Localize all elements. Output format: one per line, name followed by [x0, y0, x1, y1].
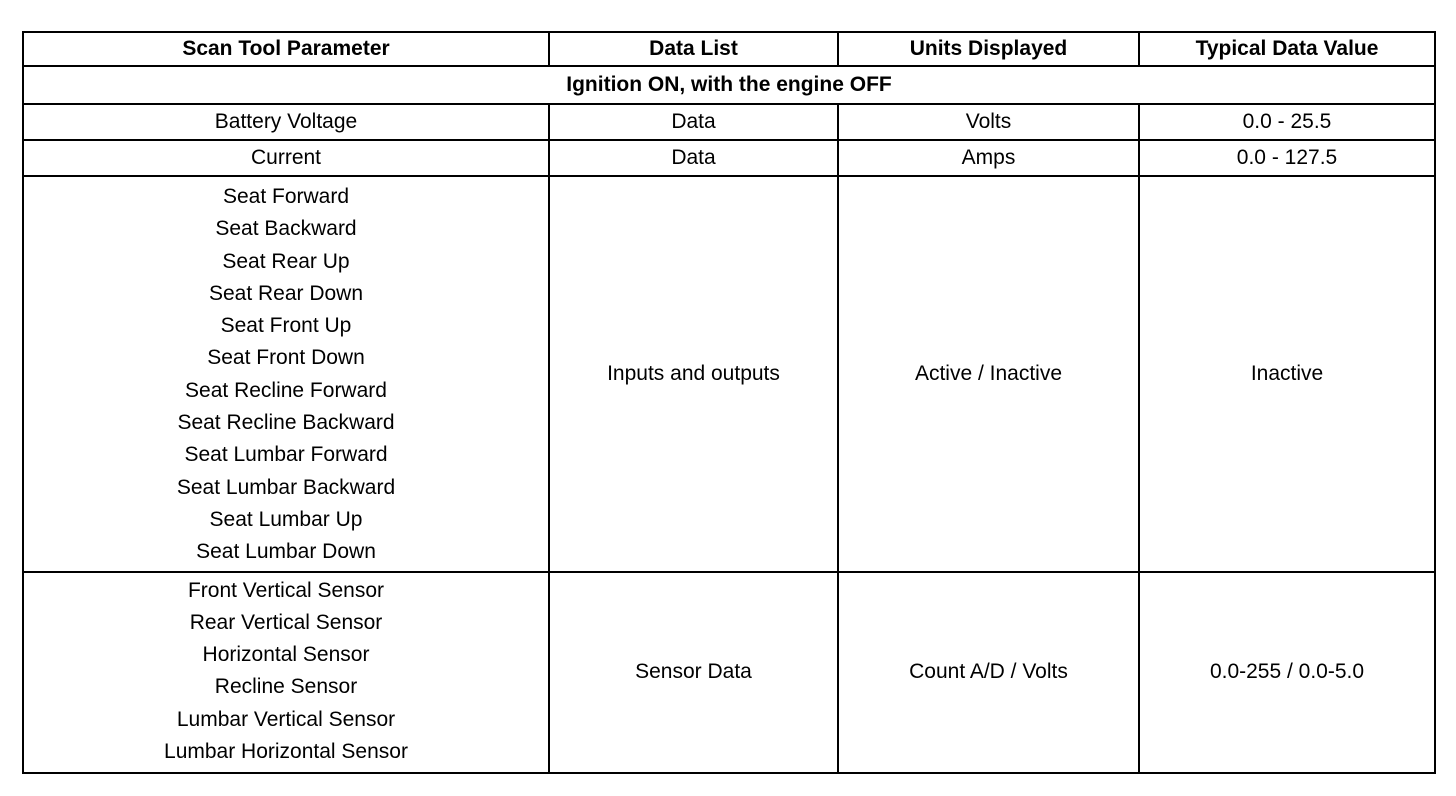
table-row	[23, 140, 1435, 176]
units-cell: Amps	[838, 140, 1139, 176]
typical-value-cell: 0.0 - 25.5	[1139, 104, 1435, 140]
units-cell: Volts	[838, 104, 1139, 140]
parameter-item: Lumbar Vertical Sensor	[176, 707, 396, 731]
data-list-cell: Data	[549, 140, 838, 176]
table-header-row	[23, 32, 1435, 66]
data-list-cell: Sensor Data	[549, 572, 838, 774]
header-data-list: Data List	[549, 32, 838, 66]
parameter-item: Horizontal Sensor	[202, 643, 370, 667]
header-typical-data-value: Typical Data Value	[1139, 32, 1435, 66]
parameter-item: Seat Lumbar Down	[196, 540, 376, 564]
sensor-parameter-list	[24, 573, 548, 773]
parameter-item: Lumbar Horizontal Sensor	[164, 740, 408, 764]
parameter-item: Recline Sensor	[214, 675, 358, 699]
parameter-item: Seat Forward	[222, 185, 350, 208]
typical-value-cell: Inactive	[1139, 176, 1435, 572]
parameter-item: Seat Recline Backward	[177, 411, 395, 435]
data-list-cell: Data	[549, 104, 838, 140]
io-parameter-list	[24, 177, 548, 571]
section-row	[23, 66, 1435, 104]
table-row	[23, 104, 1435, 140]
io-group-row	[23, 176, 1435, 572]
sensor-group-row	[23, 572, 1435, 774]
parameter-item: Seat Backward	[215, 217, 357, 241]
typical-value-cell: 0.0-255 / 0.0-5.0	[1139, 572, 1435, 774]
parameter-item: Seat Lumbar Forward	[184, 443, 388, 467]
parameter-item: Seat Front Down	[207, 346, 365, 370]
parameter-cell: Current	[23, 140, 549, 176]
section-title: Ignition ON, with the engine OFF	[23, 66, 1435, 104]
parameter-item: Seat Recline Forward	[185, 378, 387, 402]
sensor-parameter-list-cell	[23, 572, 549, 774]
header-scan-tool-parameter: Scan Tool Parameter	[23, 32, 549, 66]
units-cell: Active / Inactive	[838, 176, 1139, 572]
parameter-item: Seat Rear Up	[222, 249, 350, 273]
typical-value-cell: 0.0 - 127.5	[1139, 140, 1435, 176]
units-cell: Count A/D / Volts	[838, 572, 1139, 774]
parameter-item: Rear Vertical Sensor	[189, 610, 383, 634]
parameter-item: Front Vertical Sensor	[187, 578, 385, 602]
parameter-item: Seat Lumbar Backward	[176, 475, 396, 499]
parameter-item: Seat Rear Down	[208, 281, 364, 305]
header-units-displayed: Units Displayed	[838, 32, 1139, 66]
data-list-cell: Inputs and outputs	[549, 176, 838, 572]
io-parameter-list-cell	[23, 176, 549, 572]
parameter-item: Seat Front Up	[220, 314, 352, 338]
parameter-cell: Battery Voltage	[23, 104, 549, 140]
scan-tool-data-table	[22, 31, 1436, 774]
parameter-item: Seat Lumbar Up	[209, 507, 363, 531]
